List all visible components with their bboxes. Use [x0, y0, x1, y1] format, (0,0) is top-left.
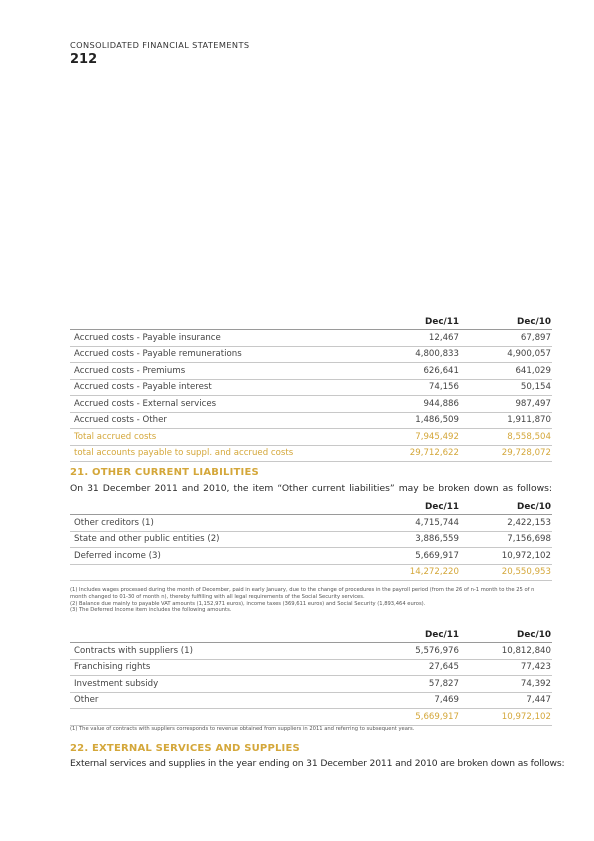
deferred-income-table — [70, 627, 552, 726]
value-dec11: 74,156 — [368, 379, 460, 396]
table-header-row — [70, 314, 552, 330]
value-dec10: 987,497 — [460, 396, 552, 413]
value-dec11: 626,641 — [368, 363, 460, 380]
value-dec10: 77,423 — [460, 659, 552, 676]
column-header-label — [70, 627, 368, 643]
total-dec10: 10,972,102 — [460, 709, 552, 726]
row-label: Accrued costs - Payable remunerations — [70, 346, 368, 363]
row-label: Other creditors (1) — [70, 515, 368, 532]
total-label-empty — [70, 564, 368, 581]
table-row — [70, 363, 552, 380]
value-dec11: 5,669,917 — [368, 548, 460, 565]
column-header-label — [70, 499, 368, 515]
column-header-dec11: Dec/11 — [368, 314, 460, 330]
value-dec11: 27,645 — [368, 659, 460, 676]
row-label: Accrued costs - External services — [70, 396, 368, 413]
value-dec11: 12,467 — [368, 330, 460, 347]
table-row — [70, 379, 552, 396]
row-label: Contracts with suppliers (1) — [70, 643, 368, 660]
footnotes-deferred-income — [70, 726, 552, 733]
total-row — [70, 709, 552, 726]
row-label: Deferred income (3) — [70, 548, 368, 565]
table-row — [70, 515, 552, 532]
table-row — [70, 346, 552, 363]
section-intro-text: On 31 December 2011 and 2010, the item “Other current liabilities” may be broken down as follows: — [70, 483, 552, 494]
value-dec11: 1,486,509 — [368, 412, 460, 429]
value-dec10: 7,156,698 — [460, 531, 552, 548]
total-row — [70, 564, 552, 581]
page-number: 212 — [70, 52, 98, 67]
total-dec10: 8,558,504 — [460, 429, 552, 446]
value-dec11: 4,715,744 — [368, 515, 460, 532]
total-label: Total accrued costs — [70, 429, 368, 446]
value-dec10: 4,900,057 — [460, 346, 552, 363]
row-label: Accrued costs - Other — [70, 412, 368, 429]
value-dec11: 5,576,976 — [368, 643, 460, 660]
total-accrued-row — [70, 429, 552, 446]
value-dec10: 641,029 — [460, 363, 552, 380]
value-dec10: 10,812,840 — [460, 643, 552, 660]
value-dec10: 50,154 — [460, 379, 552, 396]
total-dec11: 7,945,492 — [368, 429, 460, 446]
value-dec11: 7,469 — [368, 692, 460, 709]
column-header-dec10: Dec/10 — [460, 499, 552, 515]
row-label: Franchising rights — [70, 659, 368, 676]
total-label: total accounts payable to suppl. and accrued costs — [70, 445, 368, 462]
document-header-label: CONSOLIDATED FINANCIAL STATEMENTS — [70, 40, 250, 50]
table-row — [70, 531, 552, 548]
value-dec10: 67,897 — [460, 330, 552, 347]
value-dec11: 3,886,559 — [368, 531, 460, 548]
table-row — [70, 643, 552, 660]
table-row — [70, 659, 552, 676]
table-row — [70, 396, 552, 413]
total-dec10: 29,728,072 — [460, 445, 552, 462]
row-label: Accrued costs - Payable interest — [70, 379, 368, 396]
table-header-row — [70, 627, 552, 643]
accrued-costs-table — [70, 314, 552, 462]
section-title-external-services: 22. EXTERNAL SERVICES AND SUPPLIES — [70, 743, 300, 754]
footnote: (1) The value of contracts with suppliers corresponds to revenue obtained from suppliers in 2011 and referring to subsequent years. — [70, 726, 415, 732]
row-label: State and other public entities (2) — [70, 531, 368, 548]
value-dec11: 57,827 — [368, 676, 460, 693]
total-dec10: 20,550,953 — [460, 564, 552, 581]
column-header-dec11: Dec/11 — [368, 499, 460, 515]
value-dec11: 4,800,833 — [368, 346, 460, 363]
total-dec11: 5,669,917 — [368, 709, 460, 726]
column-header-dec10: Dec/10 — [460, 314, 552, 330]
row-label: Accrued costs - Premiums — [70, 363, 368, 380]
row-label: Investment subsidy — [70, 676, 368, 693]
row-label: Other — [70, 692, 368, 709]
other-current-liabilities-table — [70, 499, 552, 581]
column-header-dec11: Dec/11 — [368, 627, 460, 643]
footnote: (1) Includes wages processed during the month of December, paid in early January, due to the change of procedures in the payroll period (from the 26 of n-1 month to the 25 of n month changed to 01-30 of month n), thereby fulfilling with all legal requirements of the Social Security services. — [70, 587, 535, 600]
column-header-dec10: Dec/10 — [460, 627, 552, 643]
table-row — [70, 676, 552, 693]
table-header-row — [70, 499, 552, 515]
column-header-label — [70, 314, 368, 330]
table-row — [70, 692, 552, 709]
total-label-empty — [70, 709, 368, 726]
value-dec10: 1,911,870 — [460, 412, 552, 429]
value-dec10: 7,447 — [460, 692, 552, 709]
footnotes-other-liabilities — [70, 587, 552, 614]
total-dec11: 14,272,220 — [368, 564, 460, 581]
section-intro-text: External services and supplies in the year ending on 31 December 2011 and 2010 are broken down as follows: — [70, 758, 565, 769]
table-row — [70, 412, 552, 429]
row-label: Accrued costs - Payable insurance — [70, 330, 368, 347]
footnote: (2) Balance due mainly to payable VAT amounts (1,152,971 euros), income taxes (369,611 euros) and Social Security (1,893,464 euros). — [70, 600, 426, 607]
total-dec11: 29,712,622 — [368, 445, 460, 462]
total-payable-row — [70, 445, 552, 462]
value-dec10: 74,392 — [460, 676, 552, 693]
value-dec11: 944,886 — [368, 396, 460, 413]
section-title-other-current-liabilities: 21. OTHER CURRENT LIABILITIES — [70, 467, 259, 478]
table-row — [70, 548, 552, 565]
footnote: (3) The Deferred Income item includes the following amounts. — [70, 607, 232, 614]
value-dec10: 10,972,102 — [460, 548, 552, 565]
value-dec10: 2,422,153 — [460, 515, 552, 532]
table-row — [70, 330, 552, 347]
